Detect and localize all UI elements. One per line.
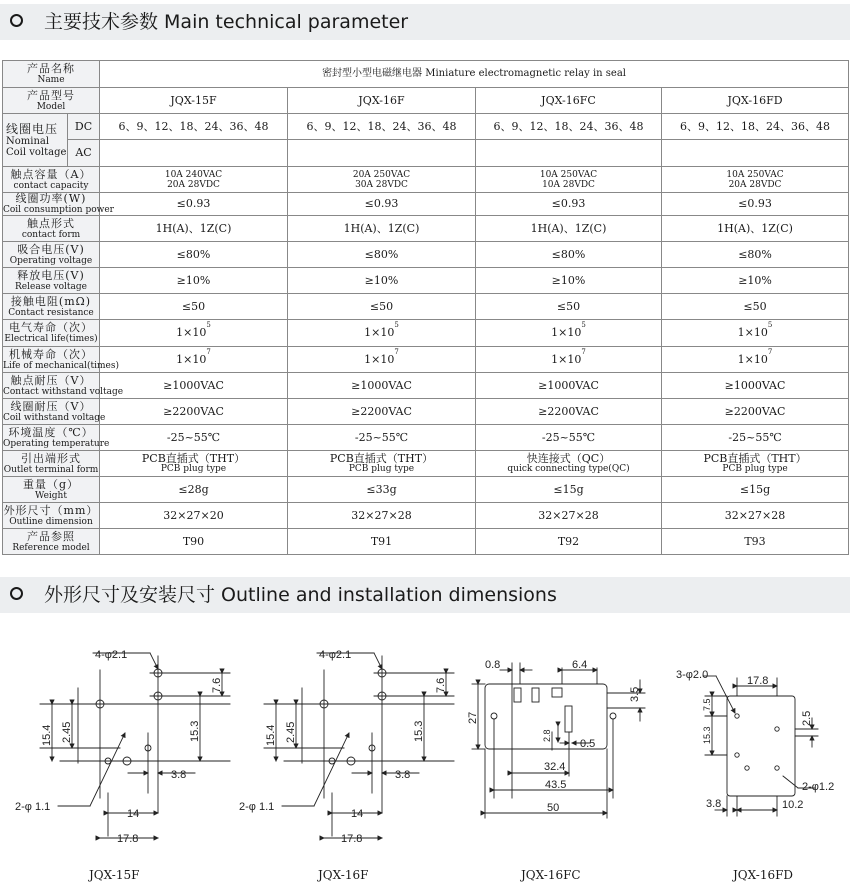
drawing-jqx-16fd	[703, 676, 818, 816]
dim-label: 0.5	[580, 738, 596, 750]
value-cell: 32×27×20	[100, 503, 288, 529]
table-row	[3, 167, 849, 193]
table-row	[3, 114, 849, 140]
dim-label: 15.3	[189, 720, 201, 742]
value-cell: ≤0.93	[476, 193, 662, 216]
value-cell	[662, 347, 849, 373]
row-label-cn: 线圈功率(W)	[15, 192, 87, 205]
value-cell: T93	[662, 529, 849, 555]
dim-label: 2-φ 1.1	[239, 801, 275, 813]
table-row	[3, 88, 849, 114]
dim-label: 2.5	[801, 710, 813, 726]
row-label-cn: 触点容量（A）	[10, 167, 92, 181]
value-base: 1×10	[551, 326, 582, 339]
value-line: 10A 250VAC	[539, 169, 598, 180]
dimension-drawings	[0, 618, 850, 868]
value-exponent: 7	[767, 347, 773, 356]
row-label-en: Outlet terminal form	[3, 464, 99, 475]
value-cell: 1H(A)、1Z(C)	[288, 216, 476, 242]
value-exponent: 5	[394, 321, 399, 329]
table-row	[3, 425, 849, 451]
value-exponent: 5	[581, 321, 586, 329]
value-cell: T92	[476, 529, 662, 555]
table-row	[3, 242, 849, 268]
dim-label: 3-φ2.0	[676, 669, 709, 681]
dim-label: 17.8	[341, 833, 363, 845]
value-cell	[662, 451, 849, 477]
dc-value: 6、9、12、18、24、36、48	[476, 114, 662, 140]
dim-label: 17.8	[747, 675, 769, 687]
value-cell: -25~55℃	[100, 425, 288, 451]
row-label-cn: 释放电压(V)	[17, 268, 85, 282]
row-label-en: Contact resistance	[8, 307, 94, 318]
row-label-en: Coil withstand voltage	[3, 412, 106, 423]
value-line: quick connecting type(QC)	[507, 464, 630, 474]
value-exponent: 7	[394, 347, 399, 356]
value-base: 1×10	[364, 326, 395, 339]
value-cell: -25~55℃	[476, 425, 662, 451]
caption-jqx-16f: JQX-16F	[318, 868, 369, 882]
value-base: 1×10	[551, 352, 582, 366]
value-cell: 32×27×28	[662, 503, 849, 529]
dim-label: 15.4	[41, 724, 53, 746]
value-cell: ≤28g	[100, 477, 288, 503]
dim-label: 50	[547, 802, 560, 814]
value-line: PCB plug type	[722, 464, 788, 474]
value-cell: 1H(A)、1Z(C)	[100, 216, 288, 242]
value-cell: ≤0.93	[288, 193, 476, 216]
row-label-en: Operating voltage	[9, 255, 93, 266]
value-exponent: 5	[767, 321, 773, 329]
value-cell	[288, 347, 476, 373]
dc-value: 6、9、12、18、24、36、48	[100, 114, 288, 140]
value-cell: 1H(A)、1Z(C)	[662, 216, 849, 242]
row-label-cn: 外形尺寸（mm）	[3, 503, 99, 517]
dc-value: 6、9、12、18、24、36、48	[662, 114, 849, 140]
row-label-cn: 产品名称	[27, 62, 75, 75]
section-header-main-params	[0, 4, 850, 40]
row-label-en: Contact withstand voltage	[3, 386, 124, 397]
row-label-cn: 吸合电压(V)	[17, 242, 85, 256]
dim-label: 14	[127, 808, 140, 820]
dim-label: 15.3	[413, 720, 425, 742]
model-cell: JQX-16FC	[476, 88, 662, 114]
value-cell	[100, 320, 288, 347]
row-label-en: Name	[37, 75, 65, 85]
dim-label: 7.6	[435, 677, 447, 693]
dimension-labels	[15, 649, 834, 845]
value-line: 10A 240VAC	[164, 169, 223, 180]
value-cell	[476, 451, 662, 477]
dim-label: 32.4	[544, 761, 566, 773]
dim-label: 0.8	[485, 659, 501, 671]
value-cell: 1H(A)、1Z(C)	[476, 216, 662, 242]
row-label-en: Release voltage	[15, 281, 87, 292]
value-cell	[476, 167, 662, 193]
value-line: 20A 250VAC	[352, 169, 411, 180]
table-row	[3, 399, 849, 425]
value-cell	[476, 347, 662, 373]
dim-label: 3.5	[629, 686, 641, 702]
row-label-en: Reference model	[12, 542, 90, 553]
table-row	[3, 61, 849, 88]
value-cell: T91	[288, 529, 476, 555]
value-cell: T90	[100, 529, 288, 555]
value-line: 20A 28VDC	[167, 179, 220, 190]
value-cell: ≥10%	[100, 268, 288, 294]
row-label-cn: 机械寿命（次）	[9, 347, 93, 361]
dim-label: 3.8	[395, 769, 411, 781]
value-cell: ≥1000VAC	[288, 373, 476, 399]
value-cell: ≤50	[288, 294, 476, 320]
value-line: PCB plug type	[160, 464, 227, 474]
value-cell: 32×27×28	[288, 503, 476, 529]
table-row	[3, 140, 849, 167]
row-label-en: Weight	[35, 490, 67, 501]
value-line: PCB直插式（THT）	[141, 452, 246, 465]
product-name: 密封型小型电磁继电器 Miniature electromagnetic relay in seal	[100, 61, 849, 88]
circle-bullet-icon	[10, 14, 23, 27]
dim-label: 4-φ2.1	[95, 649, 128, 661]
dim-label: 2-φ1.2	[802, 781, 835, 793]
ac-label: AC	[68, 140, 100, 167]
dim-label: 4-φ2.1	[319, 649, 352, 661]
value-cell: -25~55℃	[288, 425, 476, 451]
section-title: 外形尺寸及安装尺寸 Outline and installation dimensions	[44, 584, 557, 606]
ac-value	[662, 140, 849, 167]
value-cell: ≥2200VAC	[288, 399, 476, 425]
value-cell: ≥10%	[476, 268, 662, 294]
dim-label: 15.4	[265, 724, 277, 746]
model-cell: JQX-16FD	[662, 88, 849, 114]
caption-jqx-15f: JQX-15F	[89, 868, 140, 882]
value-base: 1×10	[737, 352, 768, 366]
value-line: PCB直插式（THT）	[329, 452, 434, 465]
table-row	[3, 268, 849, 294]
table-row	[3, 347, 849, 373]
row-label-cn: 触点形式	[27, 216, 75, 230]
table-row	[3, 216, 849, 242]
value-base: 1×10	[176, 352, 207, 366]
value-cell: ≥1000VAC	[476, 373, 662, 399]
row-label-en: Outline dimension	[9, 516, 93, 527]
dim-label: 14	[351, 808, 364, 820]
value-cell: ≤50	[476, 294, 662, 320]
row-label-en: contact form	[21, 229, 81, 240]
dim-label: 2.45	[61, 721, 73, 743]
value-cell	[288, 167, 476, 193]
value-cell	[476, 320, 662, 347]
dim-label: 10.2	[782, 799, 804, 811]
dim-label: 17.8	[117, 833, 139, 845]
caption-jqx-16fd: JQX-16FD	[733, 868, 794, 882]
value-line: PCB plug type	[348, 464, 415, 474]
value-base: 1×10	[176, 326, 207, 339]
row-label-en: Operating temperature	[3, 438, 110, 449]
ac-value	[288, 140, 476, 167]
row-label-cn: 接触电阻(mΩ)	[10, 294, 92, 308]
value-cell: ≤15g	[662, 477, 849, 503]
value-line: 10A 28VDC	[542, 179, 595, 190]
value-line: 快连接式（QC）	[526, 452, 611, 465]
value-line: PCB直插式（THT）	[703, 452, 807, 465]
value-cell: ≥1000VAC	[100, 373, 288, 399]
dim-label: 2.8	[542, 729, 552, 742]
row-label-en: Model	[36, 101, 66, 112]
value-cell: ≥1000VAC	[662, 373, 849, 399]
spec-table	[2, 60, 849, 555]
dc-value: 6、9、12、18、24、36、48	[288, 114, 476, 140]
row-label-en: Life of mechanical(times)	[3, 360, 120, 371]
value-exponent: 5	[206, 321, 211, 329]
dim-label: 6.4	[572, 659, 588, 671]
row-label-cn: 电气寿命（次）	[9, 321, 93, 334]
circle-bullet-icon	[10, 587, 23, 600]
value-cell	[100, 347, 288, 373]
ac-value	[100, 140, 288, 167]
value-cell: ≤80%	[288, 242, 476, 268]
dim-label: 15.3	[702, 726, 712, 744]
value-cell: ≤0.93	[662, 193, 849, 216]
dim-label: 7.6	[211, 677, 223, 693]
dim-label: 2-φ 1.1	[15, 801, 51, 813]
value-cell: 32×27×28	[476, 503, 662, 529]
table-row	[3, 477, 849, 503]
caption-jqx-16fc: JQX-16FC	[521, 868, 581, 882]
value-cell: -25~55℃	[662, 425, 849, 451]
dim-label: 7.5	[702, 698, 712, 711]
dim-label: 3.8	[706, 798, 722, 810]
table-row	[3, 529, 849, 555]
value-base: 1×10	[737, 326, 768, 339]
dim-label: 2.45	[285, 721, 297, 743]
model-cell: JQX-15F	[100, 88, 288, 114]
section-header-outline	[0, 577, 850, 613]
value-cell: ≥2200VAC	[100, 399, 288, 425]
value-cell	[100, 451, 288, 477]
value-cell	[662, 320, 849, 347]
row-label-cn: 产品参照	[27, 529, 75, 543]
value-cell: ≤15g	[476, 477, 662, 503]
value-cell	[100, 167, 288, 193]
table-row	[3, 193, 849, 216]
table-row	[3, 503, 849, 529]
value-cell: ≥10%	[662, 268, 849, 294]
value-cell: ≥2200VAC	[476, 399, 662, 425]
value-cell: ≥2200VAC	[662, 399, 849, 425]
row-label-en: Coil consumption power	[3, 205, 114, 215]
row-label-cn: 产品型号	[27, 88, 75, 102]
row-label-cn: 环境温度（℃）	[8, 425, 94, 439]
value-exponent: 7	[206, 347, 211, 356]
value-cell	[662, 167, 849, 193]
value-cell: ≥10%	[288, 268, 476, 294]
value-line: 20A 28VDC	[728, 179, 782, 190]
table-row	[3, 294, 849, 320]
value-line: 30A 28VDC	[355, 179, 408, 190]
value-exponent: 7	[581, 347, 586, 356]
dim-label: 43.5	[545, 779, 567, 791]
value-cell: ≤50	[662, 294, 849, 320]
value-cell: ≤80%	[662, 242, 849, 268]
value-cell: ≤0.93	[100, 193, 288, 216]
value-cell	[288, 451, 476, 477]
value-cell: ≤50	[100, 294, 288, 320]
row-label-en: Nominal	[6, 136, 50, 147]
row-label-en: Coil voltage	[6, 147, 67, 158]
value-base: 1×10	[364, 352, 395, 366]
value-cell	[288, 320, 476, 347]
row-label-en: contact capacity	[13, 180, 89, 191]
dc-label: DC	[68, 114, 100, 140]
row-label-cn: 引出端形式	[21, 451, 81, 465]
row-label-cn: 重量（g）	[22, 477, 80, 491]
table-row	[3, 373, 849, 399]
row-label-en: Electrical life(times)	[4, 334, 98, 344]
model-cell: JQX-16F	[288, 88, 476, 114]
value-cell: ≤80%	[476, 242, 662, 268]
row-label-cn: 触点耐压（V）	[10, 373, 92, 387]
value-cell: ≤80%	[100, 242, 288, 268]
drawing-jqx-16fc	[472, 663, 645, 818]
table-row	[3, 320, 849, 347]
row-label-cn: 线圈耐压（V）	[10, 399, 92, 413]
section-title: 主要技术参数 Main technical parameter	[44, 11, 409, 33]
dim-label: 27	[467, 711, 479, 724]
row-label-cn: 线圈电压	[6, 122, 59, 136]
value-line: 10A 250VAC	[726, 169, 784, 180]
dim-label: 3.8	[171, 769, 187, 781]
ac-value	[476, 140, 662, 167]
table-row	[3, 451, 849, 477]
value-cell: ≤33g	[288, 477, 476, 503]
